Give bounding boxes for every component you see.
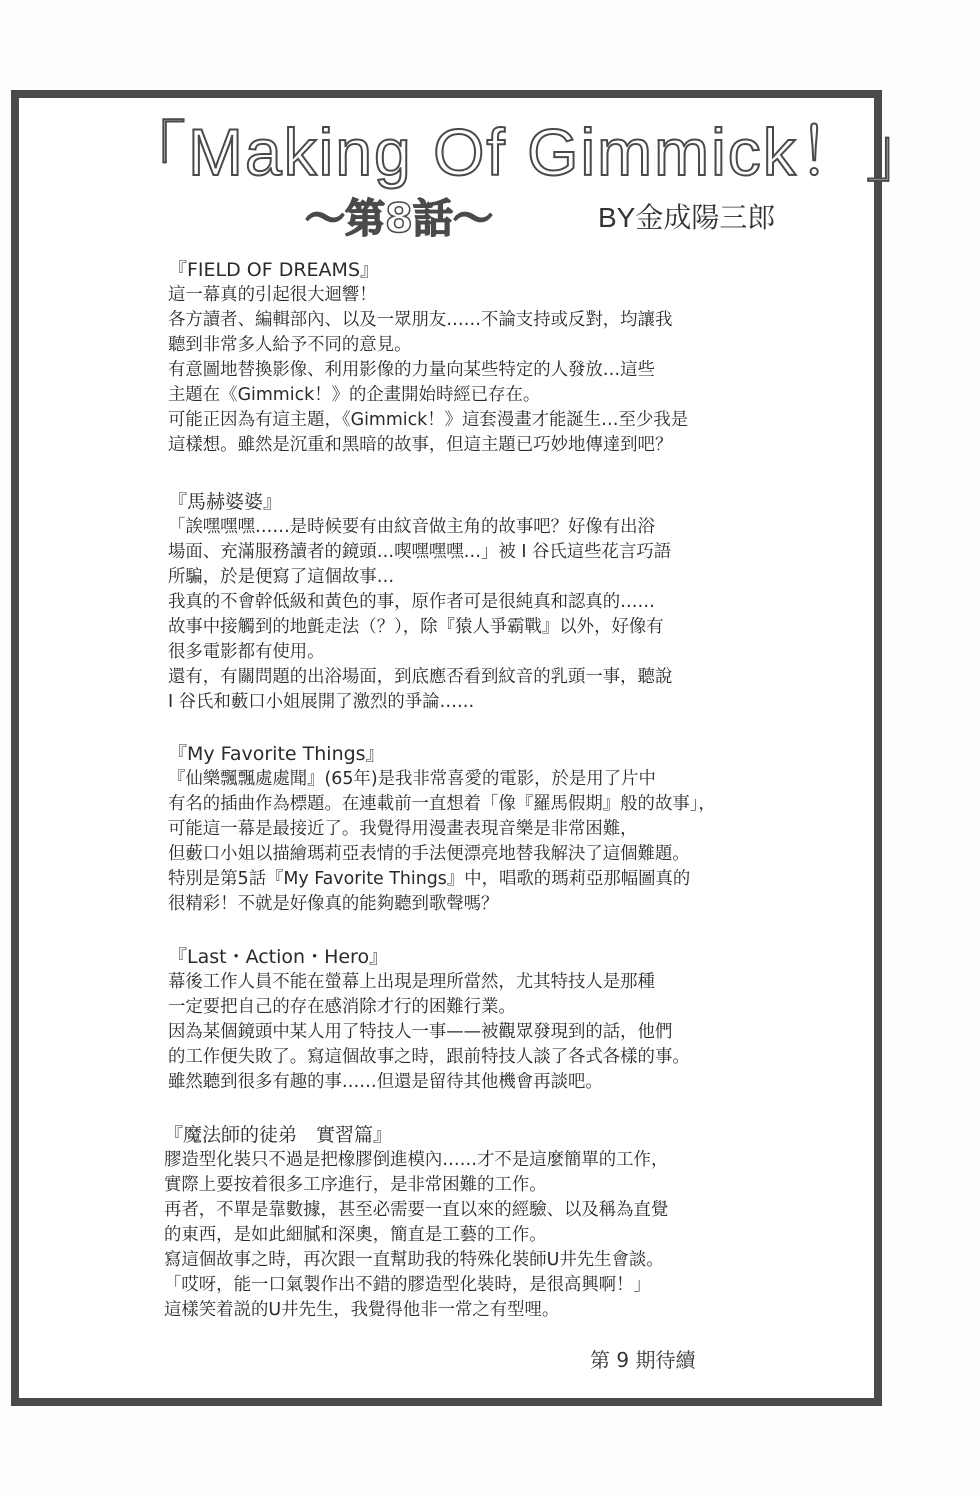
section-my-favorite-things [168,742,728,917]
section-line: 有名的插曲作為標題。在連載前一直想着「像『羅馬假期』般的故事」， [168,794,716,814]
section-line: 膠造型化裝只不過是把橡膠倒進模內……才不是這麼簡單的工作， [164,1150,669,1170]
section-line: 幕後工作人員不能在螢幕上出現是理所當然，尤其特技人是那種 [168,972,655,992]
author-byline: BY金成陽三郎 [598,202,776,233]
to-be-continued-note: 第 9 期待續 [590,1348,696,1372]
section-line: 特別是第5話『My Favorite Things』中，唱歌的瑪莉亞那幅圖真的 [168,869,691,889]
section-heading: 『魔法師的徒弟 實習篇』 [164,1124,393,1146]
section-line: 的東西，是如此細膩和深奧，簡直是工藝的工作。 [164,1225,547,1245]
section-line: 一定要把自己的存在感消除才行的困難行業。 [168,997,516,1017]
section-line: 的工作便失敗了。寫這個故事之時，跟前特技人談了各式各樣的事。 [168,1047,690,1067]
section-heading: 『FIELD OF DREAMS』 [168,259,380,281]
section-line: 再者，不單是靠數據，甚至必需要一直以來的經驗、以及稱為直覺 [164,1200,669,1220]
episode-label: ～第8話～ [305,196,493,242]
section-field-of-dreams [168,258,728,458]
section-line: 很精彩！不就是好像真的能夠聽到歌聲嗎？ [168,894,499,914]
section-line: 場面、充滿服務讀者的鏡頭…喫嘿嘿嘿…」被 I 谷氏這些花言巧語 [168,542,672,562]
section-line: 各方讀者、編輯部內、以及一眾朋友……不論支持或反對，均讓我 [168,310,673,330]
section-mach-granny [168,490,728,715]
section-line: 所騙，於是便寫了這個故事… [168,567,395,587]
section-line: 這樣笑着説的U井先生，我覺得他非一常之有型哩。 [164,1300,560,1320]
section-heading: 『My Favorite Things』 [168,743,385,765]
section-line: 「誒嘿嘿嘿……是時候要有由紋音做主角的故事吧？好像有出浴 [168,517,655,537]
section-line: 但藪口小姐以描繪瑪莉亞表情的手法便漂亮地替我解決了這個難題。 [168,844,690,864]
section-line: 這樣想。雖然是沉重和黑暗的故事，但這主題已巧妙地傳達到吧？ [168,435,673,455]
section-line: 「哎呀，能一口氣製作出不錯的膠造型化裝時，是很高興啊！」 [164,1275,651,1295]
section-line: 故事中接觸到的地氈走法（？），除『猿人爭霸戰』以外，好像有 [168,617,664,637]
section-line: 我真的不會幹低級和黃色的事，原作者可是很純真和認真的…… [168,592,655,612]
section-sorcerers-apprentice [164,1123,724,1323]
section-line: 雖然聽到很多有趣的事……但還是留待其他機會再談吧。 [168,1072,603,1092]
section-line: 有意圖地替換影像、利用影像的力量向某些特定的人發放…這些 [168,360,655,380]
section-line: 主題在《Gimmick！》的企畫開始時經已存在。 [168,385,541,405]
section-line: 可能這一幕是最接近了。我覺得用漫畫表現音樂是非常困難， [168,819,638,839]
section-line: 聽到非常多人給予不同的意見。 [168,335,412,355]
section-line: 很多電影都有使用。 [168,642,325,662]
section-line: 『仙樂飄飄處處聞』(65年)是我非常喜愛的電影，於是用了片中 [168,769,656,789]
section-line: 實際上要按着很多工序進行，是非常困難的工作。 [164,1175,547,1195]
section-last-action-hero [168,945,728,1095]
section-heading: 『Last・Action・Hero』 [168,946,389,968]
section-line: 可能正因為有這主題，《Gimmick！》這套漫畫才能誕生…至少我是 [168,410,689,430]
page-title: 「Making Of Gimmick！」 [120,115,934,189]
section-line: 寫這個故事之時，再次跟一直幫助我的特殊化裝師U井先生會談。 [164,1250,664,1270]
section-line: 因為某個鏡頭中某人用了特技人一事——被觀眾發現到的話，他們 [168,1022,673,1042]
section-line: 這一幕真的引起很大迴響！ [168,285,377,305]
section-heading: 『馬赫婆婆』 [168,491,283,513]
section-line: 還有，有關問題的出浴場面，到底應否看到紋音的乳頭一事，聽說 [168,667,673,687]
section-line: I 谷氏和藪口小姐展開了激烈的爭論…… [168,692,475,712]
